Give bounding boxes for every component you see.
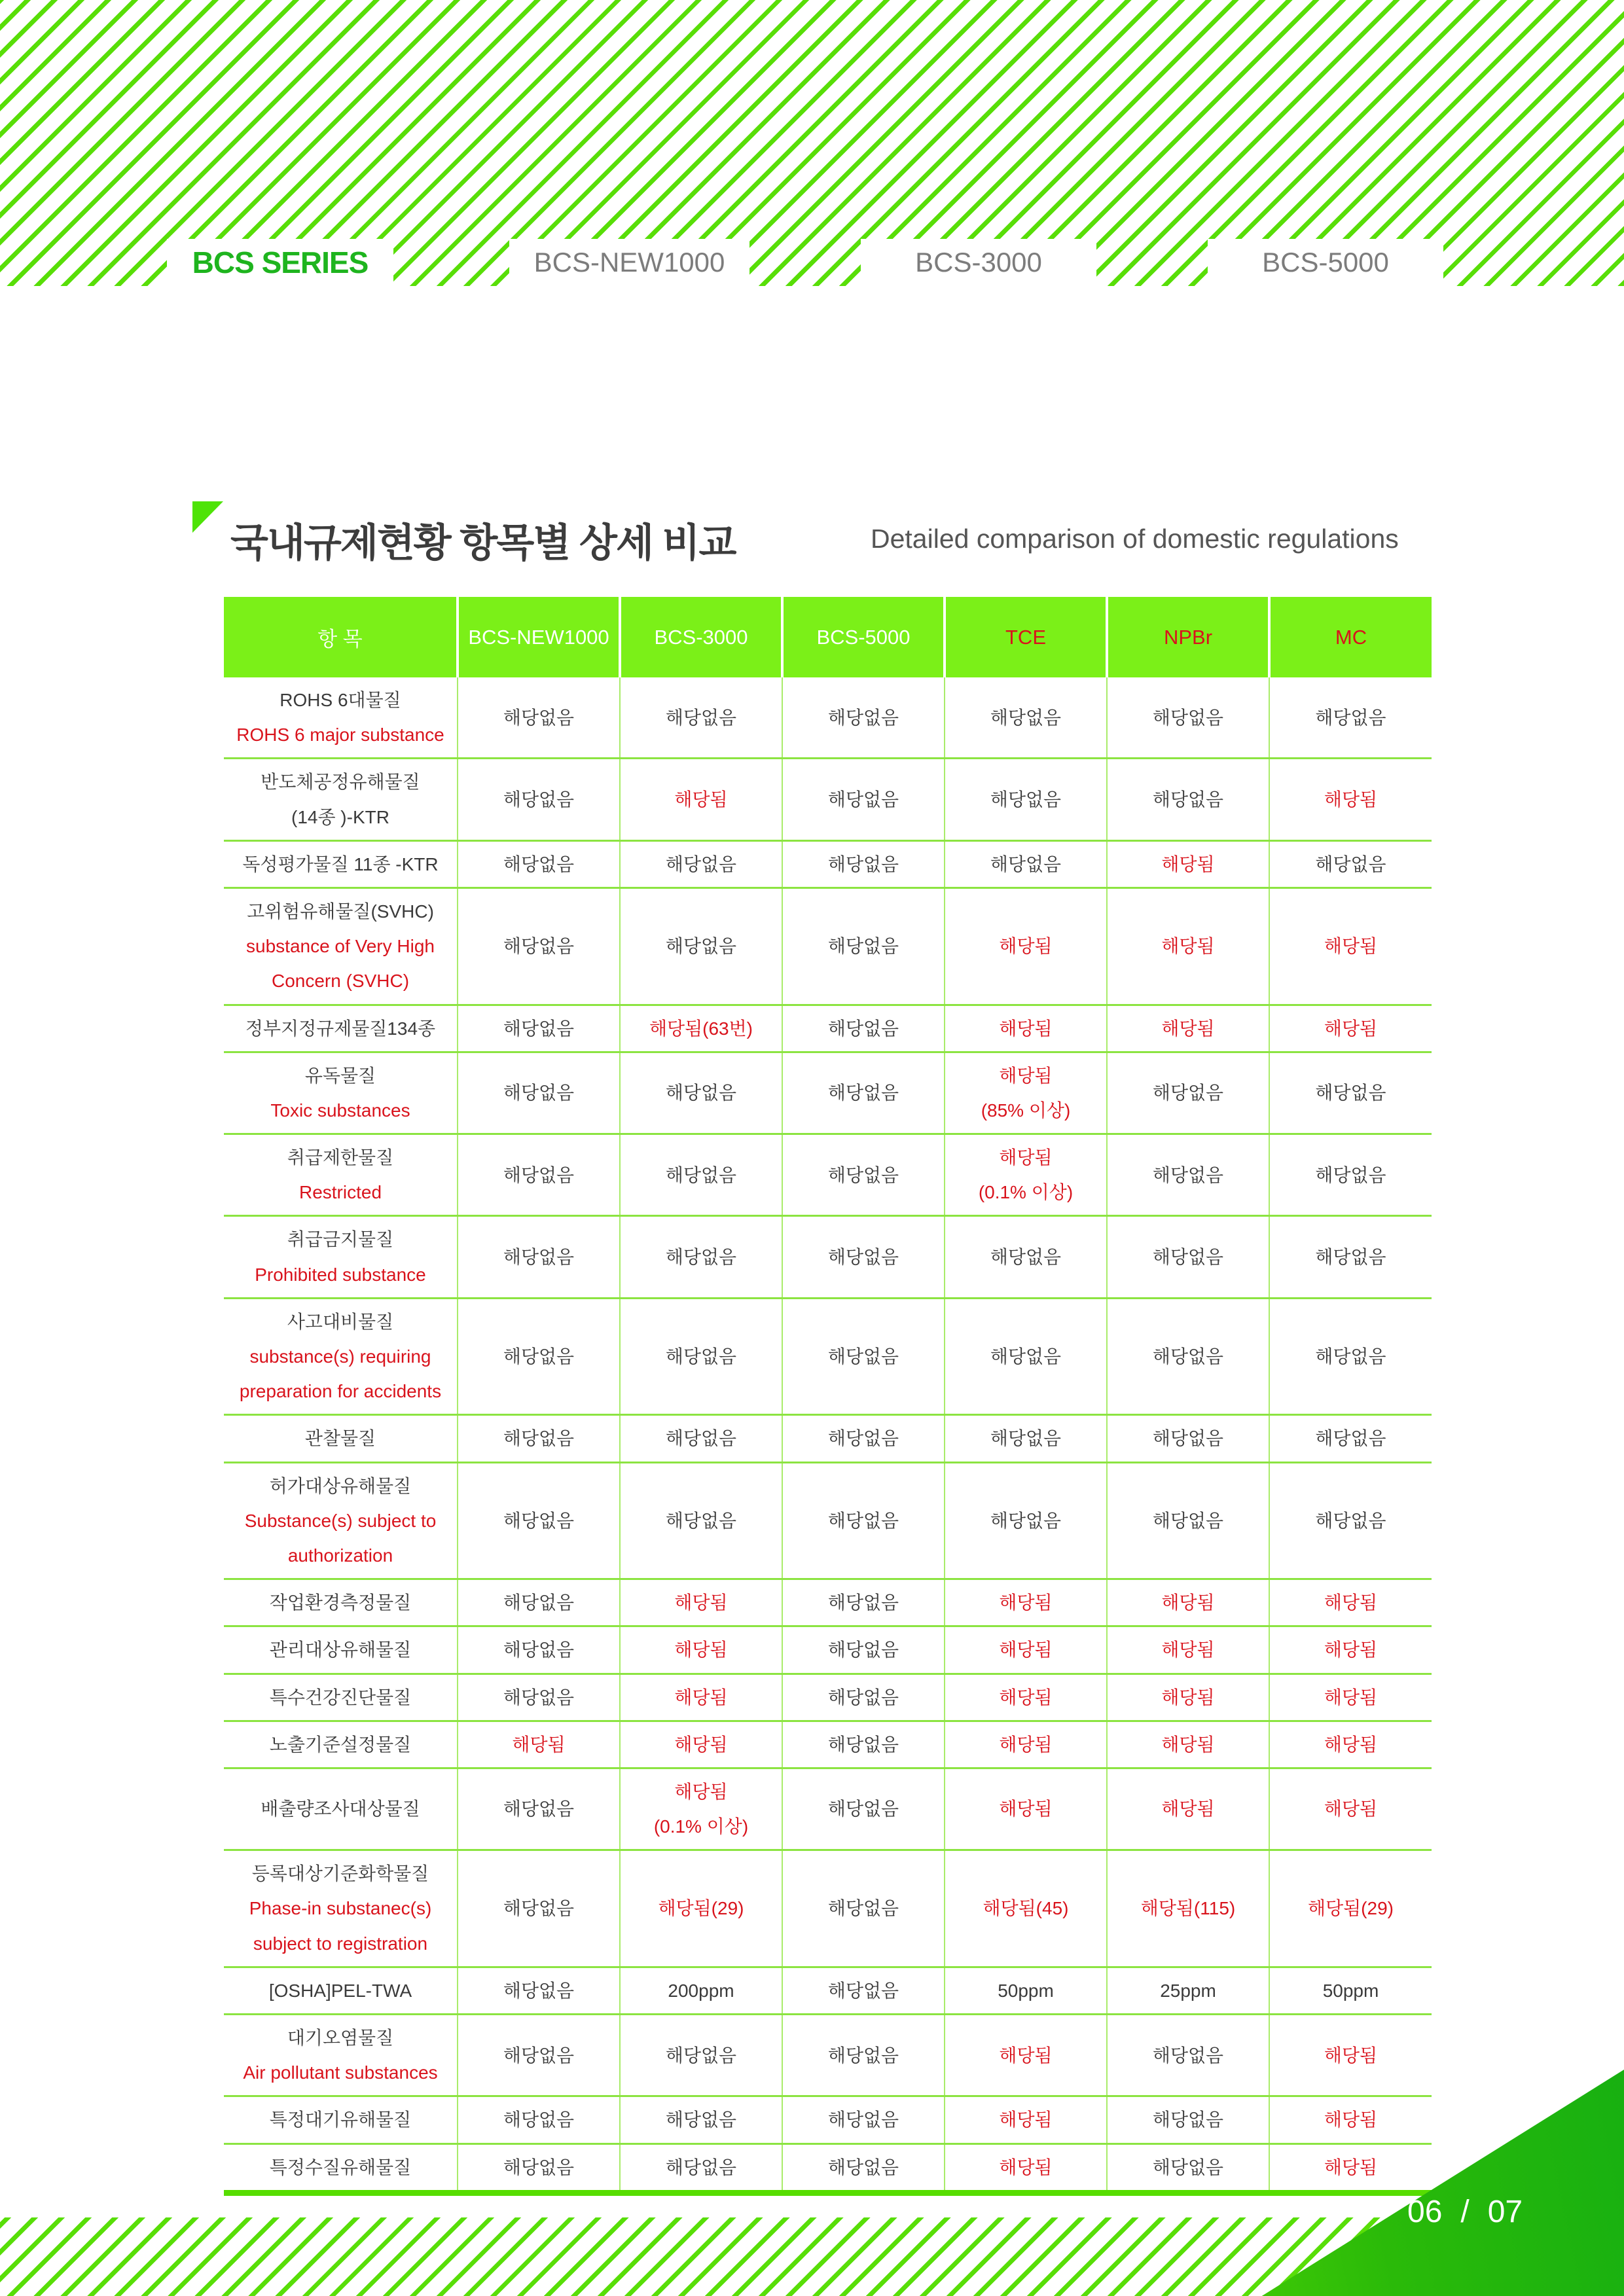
page-total: 07	[1487, 2195, 1523, 2229]
table-cell: 해당없음	[458, 2096, 620, 2144]
table-cell: 해당없음	[458, 1134, 620, 1216]
table-cell: 해당없음	[945, 1216, 1107, 1298]
table-cell: 해당없음	[782, 888, 945, 1005]
table-row	[224, 1052, 1432, 1134]
table-cell: 해당없음	[782, 1134, 945, 1216]
table-cell: 해당없음	[1107, 759, 1269, 840]
table-cell: 해당없음	[458, 1626, 620, 1674]
column-header-4: TCE	[945, 597, 1107, 677]
table-row	[224, 1721, 1432, 1768]
table-row	[224, 1134, 1432, 1216]
table-cell: 해당됨	[1269, 759, 1432, 840]
table-cell: 해당없음	[782, 1216, 945, 1298]
table-cell: 해당됨	[620, 1721, 782, 1768]
table-cell: 해당없음	[1269, 1415, 1432, 1462]
table-cell: 해당없음	[782, 1721, 945, 1768]
table-cell: 해당없음	[620, 888, 782, 1005]
table-cell: 해당없음	[1107, 2144, 1269, 2193]
table-cell: 해당없음	[620, 840, 782, 888]
table-cell: 해당없음	[458, 1216, 620, 1298]
row-label: 등록대상기준화학물질 Phase-in substanec(s) subject to registration	[224, 1850, 458, 1967]
row-label: 정부지정규제물질134종	[224, 1005, 458, 1052]
table-row	[224, 2096, 1432, 2144]
table-row	[224, 888, 1432, 1005]
row-label: 독성평가물질 11종 -KTR	[224, 840, 458, 888]
table-cell: 해당없음	[620, 677, 782, 759]
table-cell: 해당없음	[1269, 1462, 1432, 1579]
table-cell: 해당없음	[458, 677, 620, 759]
tab-label-bcs-3000: BCS-3000	[915, 247, 1042, 278]
tab-label-bcs-series: BCS SERIES	[192, 245, 369, 279]
table-cell: 해당없음	[1107, 1216, 1269, 1298]
table-cell: 해당됨	[945, 2144, 1107, 2193]
table-row	[224, 840, 1432, 888]
table-cell: 해당없음	[1107, 1134, 1269, 1216]
table-row	[224, 1005, 1432, 1052]
table-cell: 해당없음	[458, 888, 620, 1005]
table-cell: 해당됨	[1107, 1005, 1269, 1052]
row-label: 특정대기유해물질	[224, 2096, 458, 2144]
table-cell: 해당됨(45)	[945, 1850, 1107, 1967]
row-label: 배출량조사대상물질	[224, 1768, 458, 1850]
table-cell: 해당없음	[458, 1674, 620, 1721]
section-title-korean: 국내규제현황 항목별 상세 비교	[230, 521, 736, 565]
table-cell: 해당없음	[782, 1462, 945, 1579]
table-cell: 해당없음	[1269, 840, 1432, 888]
row-label: 관찰물질	[224, 1415, 458, 1462]
table-cell: 해당없음	[945, 677, 1107, 759]
table-cell: 해당없음	[620, 2096, 782, 2144]
tab-label-bcs-new1000: BCS-NEW1000	[533, 247, 725, 278]
table-cell: 해당없음	[620, 1134, 782, 1216]
title-marker-triangle-icon	[192, 501, 223, 533]
regulation-comparison-table	[224, 597, 1432, 2196]
tab-bcs-series	[167, 239, 393, 286]
table-row	[224, 1462, 1432, 1579]
table-cell: 해당없음	[945, 840, 1107, 888]
table-cell: 해당됨 (0.1% 이상)	[620, 1768, 782, 1850]
table-cell: 해당없음	[782, 1626, 945, 1674]
table-cell: 해당됨	[620, 759, 782, 840]
table-cell: 해당없음	[1269, 1216, 1432, 1298]
row-label: 특정수질유해물질	[224, 2144, 458, 2193]
table-cell: 해당없음	[782, 1674, 945, 1721]
table-cell: 해당없음	[1107, 1298, 1269, 1415]
table-cell: 해당됨	[1107, 1626, 1269, 1674]
table-cell: 해당됨	[945, 888, 1107, 1005]
table-cell: 해당없음	[1269, 1298, 1432, 1415]
table-cell: 해당없음	[945, 759, 1107, 840]
row-label: [OSHA]PEL-TWA	[224, 1967, 458, 2014]
table-row	[224, 1298, 1432, 1415]
table-cell: 해당없음	[458, 1298, 620, 1415]
table-cell: 해당됨	[1269, 1721, 1432, 1768]
table-cell: 해당없음	[458, 759, 620, 840]
table-cell: 해당됨	[945, 1721, 1107, 1768]
column-header-1: BCS-NEW1000	[458, 597, 620, 677]
table-cell: 25ppm	[1107, 1967, 1269, 2014]
table-cell: 해당됨	[1269, 1768, 1432, 1850]
table-cell: 해당없음	[458, 1768, 620, 1850]
row-label: 노출기준설정물질	[224, 1721, 458, 1768]
table-cell: 해당됨(29)	[620, 1850, 782, 1967]
table-cell: 해당없음	[620, 1052, 782, 1134]
table-row	[224, 1850, 1432, 1967]
table-row	[224, 1674, 1432, 1721]
table-cell: 해당됨	[945, 1768, 1107, 1850]
table-cell: 50ppm	[945, 1967, 1107, 2014]
table-header-row	[224, 597, 1432, 677]
table-cell: 해당없음	[620, 1298, 782, 1415]
table-body	[224, 677, 1432, 2193]
table-cell: 해당됨(29)	[1269, 1850, 1432, 1967]
table-cell: 해당없음	[782, 759, 945, 840]
table-cell: 해당됨	[1269, 2096, 1432, 2144]
table-cell: 해당됨	[458, 1721, 620, 1768]
table-cell: 해당없음	[620, 2144, 782, 2193]
table-row	[224, 677, 1432, 759]
table-cell: 해당없음	[782, 2096, 945, 2144]
section-title-english: Detailed comparison of domestic regulations	[871, 524, 1399, 554]
table-cell: 해당없음	[782, 1967, 945, 2014]
table-cell: 해당없음	[782, 840, 945, 888]
table-cell: 해당됨	[620, 1579, 782, 1626]
table-cell: 해당없음	[458, 1005, 620, 1052]
table-cell: 해당없음	[782, 677, 945, 759]
table-cell: 해당됨	[945, 2096, 1107, 2144]
tab-label-bcs-5000: BCS-5000	[1262, 247, 1389, 278]
page-number	[1407, 2194, 1523, 2230]
table-row	[224, 1967, 1432, 2014]
table-row	[224, 1216, 1432, 1298]
table-cell: 해당없음	[620, 1462, 782, 1579]
table-cell: 해당됨	[1269, 1626, 1432, 1674]
row-label: 대기오염물질 Air pollutant substances	[224, 2015, 458, 2096]
table-cell: 해당없음	[458, 1967, 620, 2014]
row-label: 작업환경측정물질	[224, 1579, 458, 1626]
tab-bcs-3000	[861, 239, 1096, 286]
top-stripe-banner	[0, 0, 1624, 286]
table-cell: 해당없음	[945, 1462, 1107, 1579]
table-cell: 해당됨(63번)	[620, 1005, 782, 1052]
table-cell: 해당없음	[782, 2144, 945, 2193]
table-cell: 200ppm	[620, 1967, 782, 2014]
table-cell: 해당됨	[1269, 1674, 1432, 1721]
table-cell: 해당됨	[1107, 1768, 1269, 1850]
row-label: 사고대비물질 substance(s) requiring preparation for accidents	[224, 1298, 458, 1415]
table-cell: 해당됨	[1107, 888, 1269, 1005]
table-cell: 해당없음	[620, 1216, 782, 1298]
table-cell: 해당없음	[1107, 2096, 1269, 2144]
table-cell: 해당됨 (85% 이상)	[945, 1052, 1107, 1134]
table-section	[224, 597, 1432, 2244]
table-cell: 해당됨	[620, 1626, 782, 1674]
table-cell: 해당없음	[458, 1052, 620, 1134]
table-cell: 해당됨	[1269, 888, 1432, 1005]
tab-bcs-5000	[1208, 239, 1443, 286]
table-cell: 해당됨	[945, 1674, 1107, 1721]
table-cell: 해당없음	[782, 1005, 945, 1052]
table-cell: 해당없음	[1269, 1134, 1432, 1216]
table-cell: 해당없음	[458, 1462, 620, 1579]
table-cell: 해당없음	[782, 1052, 945, 1134]
table-cell: 해당없음	[945, 1298, 1107, 1415]
row-label: 관리대상유해물질	[224, 1626, 458, 1674]
table-cell: 해당없음	[782, 1415, 945, 1462]
table-cell: 해당없음	[782, 1850, 945, 1967]
table-cell: 해당없음	[945, 1415, 1107, 1462]
table-cell: 해당없음	[782, 1298, 945, 1415]
table-cell: 해당없음	[782, 1768, 945, 1850]
column-header-3: BCS-5000	[782, 597, 945, 677]
table-cell: 해당됨 (0.1% 이상)	[945, 1134, 1107, 1216]
table-cell: 해당없음	[458, 840, 620, 888]
table-cell: 해당없음	[1107, 2015, 1269, 2096]
row-label: 고위험유해물질(SVHC) substance of Very High Concern (SVHC)	[224, 888, 458, 1005]
page-current: 06	[1407, 2195, 1443, 2229]
row-label: 특수건강진단물질	[224, 1674, 458, 1721]
column-header-0: 항 목	[224, 597, 458, 677]
table-row	[224, 1415, 1432, 1462]
table-cell: 해당없음	[458, 1415, 620, 1462]
table-cell: 50ppm	[1269, 1967, 1432, 2014]
column-header-6: MC	[1269, 597, 1432, 677]
table-cell: 해당없음	[1107, 1415, 1269, 1462]
table-cell: 해당없음	[1269, 677, 1432, 759]
table-cell: 해당됨	[1107, 1721, 1269, 1768]
table-cell: 해당없음	[458, 1579, 620, 1626]
table-row	[224, 1579, 1432, 1626]
row-label: 반도체공정유해물질 (14종 )-KTR	[224, 759, 458, 840]
table-cell: 해당됨	[1269, 2144, 1432, 2193]
row-label: ROHS 6대물질 ROHS 6 major substance	[224, 677, 458, 759]
table-cell: 해당됨(115)	[1107, 1850, 1269, 1967]
table-cell: 해당없음	[1269, 1052, 1432, 1134]
table-cell: 해당없음	[458, 2144, 620, 2193]
table-cell: 해당됨	[1269, 1579, 1432, 1626]
table-cell: 해당없음	[620, 1415, 782, 1462]
table-row	[224, 1768, 1432, 1850]
table-cell: 해당없음	[782, 1579, 945, 1626]
table-cell: 해당됨	[945, 1579, 1107, 1626]
table-row	[224, 2144, 1432, 2193]
table-cell: 해당됨	[1107, 1674, 1269, 1721]
row-label: 취급제한물질 Restricted	[224, 1134, 458, 1216]
row-label: 허가대상유해물질 Substance(s) subject to authorization	[224, 1462, 458, 1579]
table-cell: 해당됨	[1107, 840, 1269, 888]
table-cell: 해당없음	[782, 2015, 945, 2096]
table-cell: 해당됨	[945, 2015, 1107, 2096]
column-header-2: BCS-3000	[620, 597, 782, 677]
table-cell: 해당없음	[1107, 1052, 1269, 1134]
table-row	[224, 2015, 1432, 2096]
column-header-5: NPBr	[1107, 597, 1269, 677]
table-cell: 해당없음	[1107, 677, 1269, 759]
table-cell: 해당됨	[1107, 1579, 1269, 1626]
tab-bcs-new1000	[509, 239, 749, 286]
table-row	[224, 759, 1432, 840]
table-cell: 해당없음	[458, 1850, 620, 1967]
table-cell: 해당됨	[945, 1626, 1107, 1674]
table-cell: 해당없음	[458, 2015, 620, 2096]
table-cell: 해당됨	[620, 1674, 782, 1721]
table-cell: 해당없음	[620, 2015, 782, 2096]
table-row	[224, 1626, 1432, 1674]
table-cell: 해당없음	[1107, 1462, 1269, 1579]
page-separator: /	[1460, 2195, 1470, 2229]
table-cell: 해당됨	[1269, 1005, 1432, 1052]
table-cell: 해당됨	[1269, 2015, 1432, 2096]
row-label: 유독물질 Toxic substances	[224, 1052, 458, 1134]
row-label: 취급금지물질 Prohibited substance	[224, 1216, 458, 1298]
table-cell: 해당됨	[945, 1005, 1107, 1052]
